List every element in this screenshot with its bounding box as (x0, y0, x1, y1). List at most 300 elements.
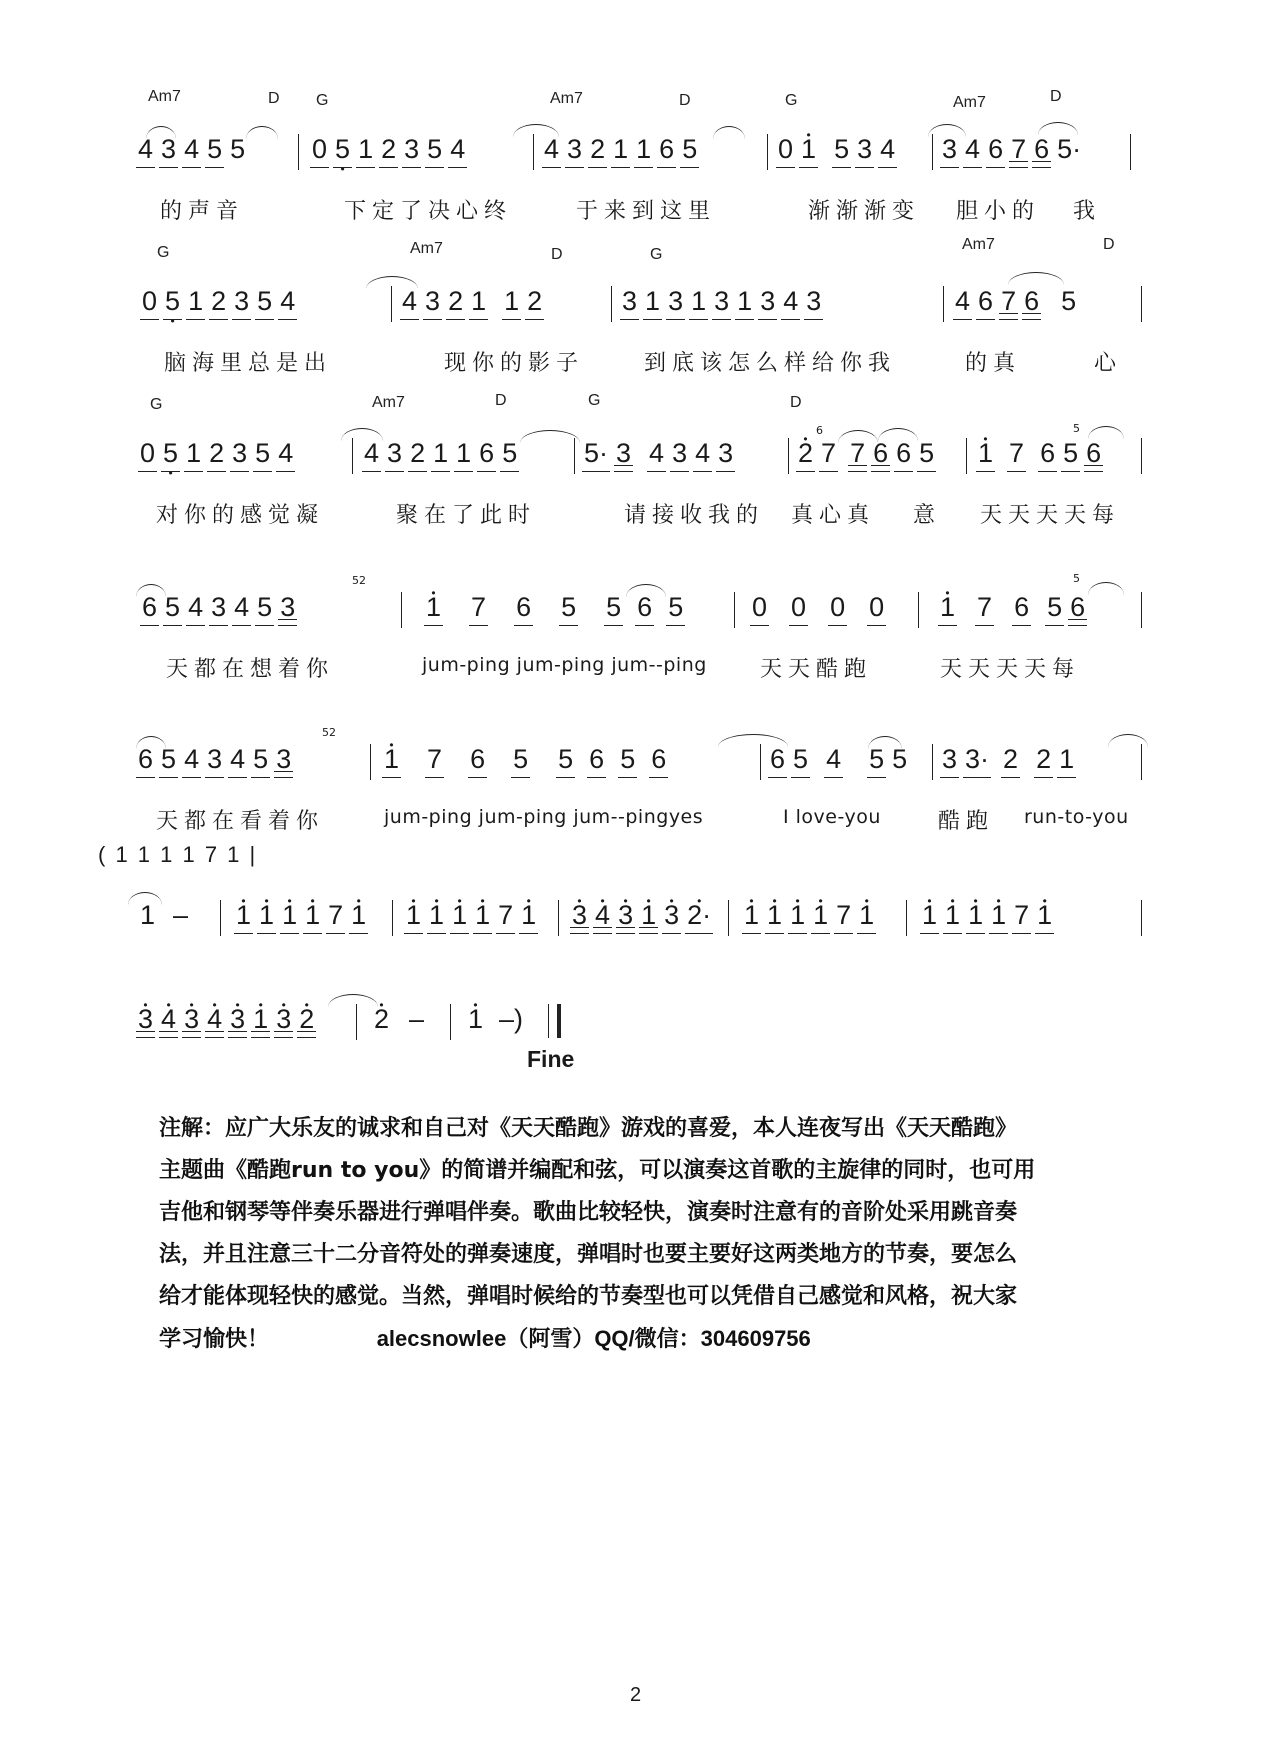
note: 6 (655, 132, 678, 166)
lyric: 天都在看着你 (156, 809, 325, 834)
measure (134, 1002, 318, 1036)
note: 6 (1066, 590, 1089, 624)
lyric: 渐渐渐变 (808, 199, 921, 224)
annotation-line: 给才能体现轻快的感觉。当然，弹唱时候给的节奏型也可以凭借自己感觉和风格，祝大家 (159, 1284, 1018, 1309)
barline (734, 592, 735, 628)
note: 6 (892, 436, 915, 470)
grace-note: 5 (1073, 572, 1080, 585)
note: 7 (997, 284, 1020, 318)
note: 2 (999, 742, 1022, 776)
chord: G (150, 396, 163, 413)
note: 0 (138, 284, 161, 318)
note: 1 (609, 132, 632, 166)
note: 6 (512, 590, 535, 624)
notes-row (138, 1002, 1144, 1062)
note: 2 (207, 284, 230, 318)
slur (713, 126, 745, 139)
lyrics-row (148, 798, 1144, 834)
note: –) (499, 1004, 524, 1034)
note: 7 (1010, 898, 1033, 932)
annotation-block (159, 1108, 1119, 1361)
note: 4 (446, 132, 469, 166)
note: 5 (892, 744, 908, 774)
note: • 1 (637, 898, 660, 932)
annotation-line: 法，并且注意三十二分音符处的弹奏速度，弹唱时也要主要好这两类地方的节奏，要怎么 (159, 1242, 1018, 1267)
note: 4 (276, 284, 299, 318)
chord-row (148, 236, 1144, 276)
note: 5 (554, 742, 577, 776)
note: • 1 (740, 898, 763, 932)
note: 0 (308, 132, 331, 166)
lyric: 天天天天每 (940, 657, 1081, 682)
note: • 1 (232, 898, 255, 932)
notes-row (138, 726, 1144, 802)
final-barline (548, 1004, 561, 1038)
note: 0 (826, 590, 849, 624)
note: 5 (915, 436, 938, 470)
note: 2 (406, 436, 429, 470)
chord: D (268, 90, 280, 107)
note: • 5 (159, 436, 182, 470)
annotation-line: 注解：应广大乐友的诚求和自己对《天天酷跑》游戏的喜爱，本人连夜写出《天天酷跑》 (159, 1116, 1018, 1141)
note: 4 (961, 132, 984, 166)
barline (918, 592, 919, 628)
measure (974, 436, 1105, 470)
note: • 3 (226, 1002, 249, 1036)
note: • 1 (448, 898, 471, 932)
note: 2 (523, 284, 546, 318)
note: 5 (557, 590, 580, 624)
note: 4 (184, 590, 207, 624)
note: 6 (974, 284, 997, 318)
note: 5 (664, 590, 687, 624)
note: • 1 (471, 898, 494, 932)
note: 4 (230, 590, 253, 624)
note: 6 (1010, 590, 1033, 624)
measure (774, 132, 899, 166)
chord: D (790, 394, 802, 411)
chord: Am7 (148, 88, 181, 105)
note: 7 (973, 590, 996, 624)
measure (951, 284, 1080, 318)
annotation-line: 主题曲《酷跑run to you》的简谱并编配和弦，可以演奏这首歌的主旋律的同时，也可用 (159, 1158, 1036, 1183)
note: • 3 (568, 898, 591, 932)
grace-note: 52 (352, 574, 366, 587)
barline (391, 286, 392, 322)
note: 4 (645, 436, 668, 470)
grace-note: 5 (1073, 422, 1080, 435)
note: • 1 (301, 898, 324, 932)
note: • 1 (422, 590, 445, 624)
measure (398, 284, 546, 318)
note: • 1 (987, 898, 1010, 932)
note: 3 (938, 742, 961, 776)
note: 5 (203, 132, 226, 166)
grace-note: 6 (816, 424, 823, 437)
note: 1 (733, 284, 756, 318)
note: 2 (1032, 742, 1055, 776)
barline (352, 438, 353, 474)
barline (932, 744, 933, 780)
measure (422, 590, 687, 624)
measure (136, 898, 192, 932)
note: • 2· (683, 898, 715, 932)
ossia-line: ( 1 1 1 1 7 1 | (98, 842, 258, 867)
chord: Am7 (410, 240, 443, 257)
note: 7 (1005, 436, 1028, 470)
note: 6 (134, 742, 157, 776)
note: 5 (249, 742, 272, 776)
note: 3 (228, 436, 251, 470)
barline (1141, 438, 1142, 474)
barline (966, 438, 967, 474)
note: • 1 (255, 898, 278, 932)
note: 0 (774, 132, 797, 166)
note: • 1 (249, 1002, 272, 1036)
note: 3 (802, 284, 825, 318)
note: • 1 (941, 898, 964, 932)
measure (134, 132, 249, 166)
barline (450, 1004, 451, 1040)
measure (402, 898, 540, 932)
slur (1108, 734, 1148, 747)
note: 1 (184, 284, 207, 318)
barline (611, 286, 612, 322)
lyric: 我 (1073, 199, 1102, 224)
note: • 1 (918, 898, 941, 932)
note: – (409, 1004, 425, 1034)
chord: D (679, 92, 691, 109)
note: 4 (540, 132, 563, 166)
note: 7 (423, 742, 446, 776)
slur (246, 126, 278, 139)
barline (1141, 744, 1142, 780)
note: 0 (136, 436, 159, 470)
note: • 1 (1033, 898, 1056, 932)
note: 6 (138, 590, 161, 624)
lyrics-row (148, 340, 1144, 376)
note: 6 (466, 742, 489, 776)
note: • 1 (517, 898, 540, 932)
barline (298, 134, 299, 170)
chord: D (551, 246, 563, 263)
note: • 1 (809, 898, 832, 932)
chord: G (650, 246, 663, 263)
note: 2 (205, 436, 228, 470)
note: 5 (253, 590, 276, 624)
chord-row (148, 84, 1144, 124)
lyric: jum-ping jum-ping jum--pingyes (384, 806, 704, 828)
note: • 4 (591, 898, 614, 932)
note: 0 (787, 590, 810, 624)
note: 6 (766, 742, 789, 776)
barline (392, 900, 393, 936)
chord: Am7 (953, 94, 986, 111)
author-contact: alecsnowlee（阿雪）QQ/微信：304609756 (376, 1326, 811, 1351)
lyrics-row (148, 646, 1144, 682)
note: 3 (618, 284, 641, 318)
lyrics-row (148, 188, 1144, 224)
note: 5 (423, 132, 446, 166)
chord: G (157, 244, 170, 261)
note: 5 (830, 132, 853, 166)
lyric: 对你的感觉凝 (156, 503, 325, 528)
chord: D (1050, 88, 1062, 105)
measure (568, 898, 715, 932)
lyric: 的声音 (160, 199, 245, 224)
slur (520, 430, 580, 443)
lyric: I love-you (783, 806, 881, 828)
note: 4 (180, 132, 203, 166)
note: 3 (563, 132, 586, 166)
chord: G (316, 92, 329, 109)
barline (370, 744, 371, 780)
measure (938, 742, 1078, 776)
measure (360, 436, 521, 470)
note: 1 (467, 284, 490, 318)
note: 0 (865, 590, 888, 624)
chord: G (588, 392, 601, 409)
barline (1141, 286, 1142, 322)
note: 1 (429, 436, 452, 470)
measure (380, 742, 670, 776)
note: 1 (687, 284, 710, 318)
barline (760, 744, 761, 780)
note: • 1 (347, 898, 370, 932)
measure (134, 742, 295, 776)
lyric: 天天天天每 (980, 503, 1121, 528)
note: • 5 (331, 132, 354, 166)
note: 3 (272, 742, 295, 776)
note: 4 (180, 742, 203, 776)
note: 5· (1057, 134, 1082, 164)
lyric: 天天酷跑 (760, 657, 873, 682)
notes-row (140, 898, 1144, 958)
note: • 1 (402, 898, 425, 932)
notes-row (140, 422, 1144, 496)
note: • 2 (794, 436, 817, 470)
note: • 1 (278, 898, 301, 932)
measure (138, 284, 299, 318)
note: 7 (494, 898, 517, 932)
note: 7 (467, 590, 490, 624)
barline (356, 1004, 357, 1040)
note: • 3 (180, 1002, 203, 1036)
note: 3 (400, 132, 423, 166)
chord: Am7 (550, 90, 583, 107)
measure (748, 590, 888, 624)
note: 1 (500, 284, 523, 318)
note: 0 (748, 590, 771, 624)
lyric: 的真 (965, 351, 1022, 376)
measure (938, 132, 1085, 166)
note: 4 (691, 436, 714, 470)
note: • 3 (272, 1002, 295, 1036)
measure (766, 742, 911, 776)
notes-row (142, 572, 1144, 650)
barline (558, 900, 559, 936)
note: 3 (668, 436, 691, 470)
annotation-line: 吉他和钢琴等伴奏乐器进行弹唱伴奏。歌曲比较轻快，演奏时注意有的音阶处采用跳音奏 (159, 1200, 1018, 1225)
note: 5 (602, 590, 625, 624)
note: 5 (509, 742, 532, 776)
note: 5 (789, 742, 812, 776)
barline (943, 286, 944, 322)
barline (574, 438, 575, 474)
note: • 1 (763, 898, 786, 932)
page-number: 2 (630, 1684, 642, 1706)
note: 3· (961, 742, 993, 776)
note: 3 (230, 284, 253, 318)
note: 1 (182, 436, 205, 470)
note: 1 (140, 900, 156, 930)
fine-mark: Fine (527, 1046, 575, 1072)
note: • 3 (660, 898, 683, 932)
note: 4 (134, 132, 157, 166)
slur (1088, 582, 1124, 595)
lyrics-row (148, 492, 1144, 528)
chord: D (1103, 236, 1115, 253)
barline (906, 900, 907, 936)
note: 7 (817, 436, 840, 470)
note: • 1 (464, 1002, 487, 1036)
barline (220, 900, 221, 936)
note: 5 (161, 590, 184, 624)
note: • 4 (157, 1002, 180, 1036)
note: 3 (383, 436, 406, 470)
note: 5 (498, 436, 521, 470)
note: 5 (1061, 286, 1077, 316)
note: 6 (585, 742, 608, 776)
note: • 4 (203, 1002, 226, 1036)
note: 5 (616, 742, 639, 776)
barline (1141, 900, 1142, 936)
measure (740, 898, 878, 932)
barline (1130, 134, 1131, 170)
notes-row (138, 132, 1144, 192)
note: 1 (641, 284, 664, 318)
chord: Am7 (962, 236, 995, 253)
note: 6 (1082, 436, 1105, 470)
note: 1 (452, 436, 475, 470)
note: 4 (951, 284, 974, 318)
lyric: 胆小的 (956, 199, 1041, 224)
note: • 3 (134, 1002, 157, 1036)
note: • 1 (797, 132, 820, 166)
note: 7 (324, 898, 347, 932)
note: 3 (612, 436, 635, 470)
annotation-last-line (159, 1318, 1119, 1361)
lyric: 天都在想着你 (166, 657, 335, 682)
note: 3 (710, 284, 733, 318)
chord: D (495, 392, 507, 409)
notes-row (142, 284, 1144, 344)
note: 1 (354, 132, 377, 166)
barline (533, 134, 534, 170)
note: 6 (633, 590, 656, 624)
note: 4 (360, 436, 383, 470)
measure (936, 590, 1089, 624)
measure (540, 132, 701, 166)
note: 5 (678, 132, 701, 166)
note: 3 (157, 132, 180, 166)
note: 3 (664, 284, 687, 318)
note: 6 (1030, 132, 1053, 166)
lyric: 心 (1094, 351, 1123, 376)
note: 2 (586, 132, 609, 166)
note: • 1 (974, 436, 997, 470)
lyric: run-to-you (1024, 806, 1129, 828)
note: 6 (869, 436, 892, 470)
note: 3 (203, 742, 226, 776)
note: • 3 (614, 898, 637, 932)
note: 7 (1007, 132, 1030, 166)
note: 5 (1059, 436, 1082, 470)
note: • 2 (295, 1002, 318, 1036)
measure (138, 590, 299, 624)
lyric: 意 (913, 503, 942, 528)
note: • 1 (855, 898, 878, 932)
lyric: 现你的影子 (444, 351, 585, 376)
lyric: 于来到这里 (576, 199, 717, 224)
barline (788, 438, 789, 474)
note: • 1 (380, 742, 403, 776)
note: 5 (865, 742, 888, 776)
note: 3 (714, 436, 737, 470)
note: 5 (230, 134, 246, 164)
note: 1 (632, 132, 655, 166)
note: 2 (444, 284, 467, 318)
chord: Am7 (372, 394, 405, 411)
annotation-closing: 学习愉快！ (159, 1327, 270, 1352)
chord: G (785, 92, 798, 109)
note: 5 (1043, 590, 1066, 624)
measure (618, 284, 825, 318)
note: 5 (157, 742, 180, 776)
note: 3 (421, 284, 444, 318)
note: 4 (779, 284, 802, 318)
barline (932, 134, 933, 170)
note: 6 (475, 436, 498, 470)
note: 1 (1055, 742, 1078, 776)
note: • 1 (964, 898, 987, 932)
note: 3 (276, 590, 299, 624)
lyric: 到底该怎么样给你我 (644, 351, 897, 376)
note: 5 (253, 284, 276, 318)
note: 4 (876, 132, 899, 166)
lyric: 下定了决心终 (344, 199, 513, 224)
note: 3 (756, 284, 779, 318)
note: 3 (938, 132, 961, 166)
note: – (173, 900, 189, 930)
measure (370, 1002, 428, 1036)
note: 5 (251, 436, 274, 470)
measure (580, 436, 737, 470)
note: 7 (846, 436, 869, 470)
note: • 1 (786, 898, 809, 932)
note: • 2 (370, 1002, 393, 1036)
note: 6 (647, 742, 670, 776)
measure (464, 1002, 527, 1036)
measure (308, 132, 469, 166)
note: • 5 (161, 284, 184, 318)
grace-note: 52 (322, 726, 336, 739)
measure (136, 436, 297, 470)
barline (728, 900, 729, 936)
note: 4 (226, 742, 249, 776)
measure (794, 436, 938, 470)
lyric: 脑海里总是出 (164, 351, 333, 376)
